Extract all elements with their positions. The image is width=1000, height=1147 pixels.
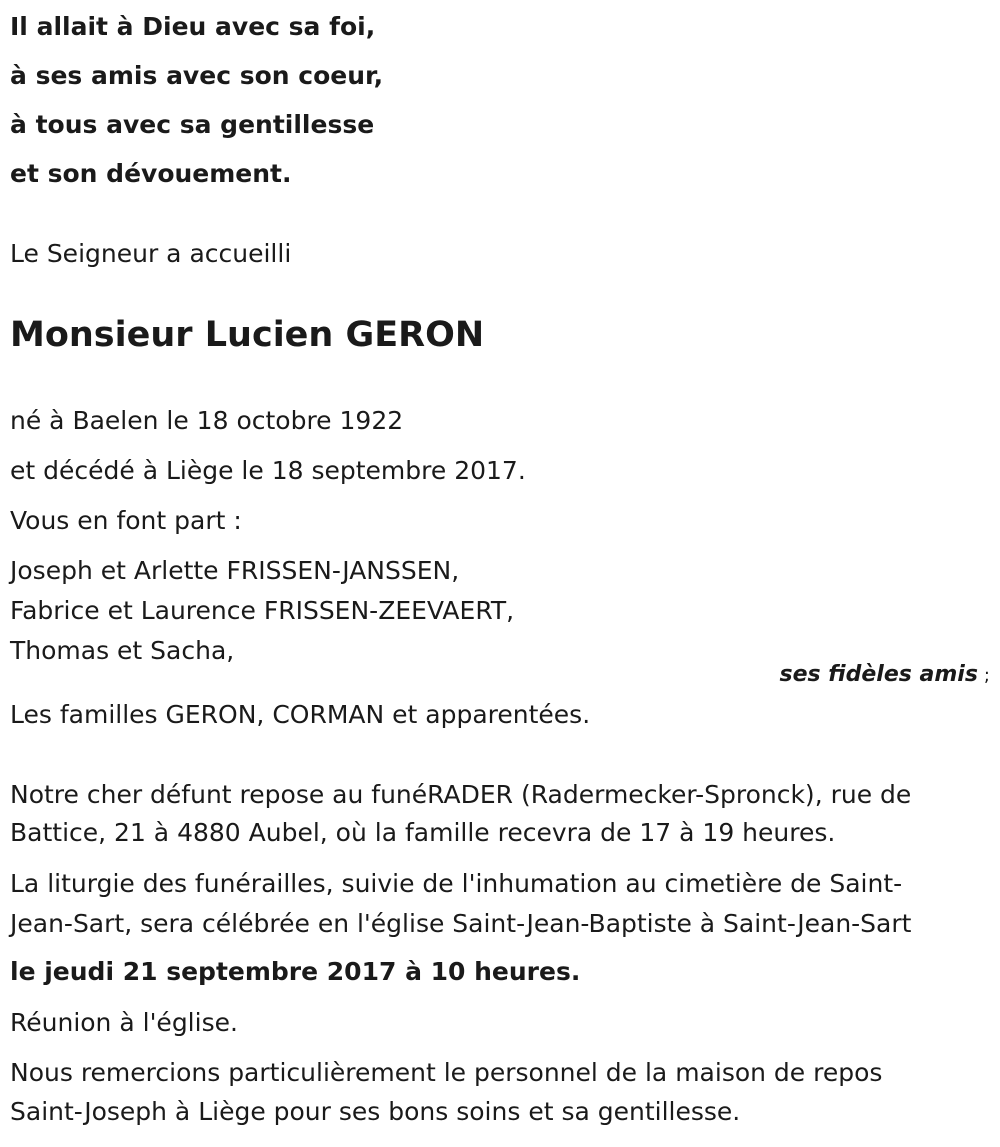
- liturgy-line-1: La liturgie des funérailles, suivie de l'inhumation au cimetière de Saint-: [10, 869, 903, 898]
- epigraph-line-2: à ses amis avec son coeur,: [10, 61, 384, 90]
- deceased-name: Monsieur Lucien GERON: [10, 315, 485, 355]
- family-line-3: Thomas et Sacha,: [10, 636, 235, 665]
- ceremony-date: le jeudi 21 septembre 2017 à 10 heures.: [10, 957, 581, 986]
- death-text: et décédé à Liège le 18 septembre 2017.: [10, 456, 526, 485]
- epigraph-line-4: et son dévouement.: [10, 159, 292, 188]
- meeting-text: Réunion à l'église.: [10, 1008, 238, 1037]
- family-line-1: Joseph et Arlette FRISSEN-JANSSEN,: [10, 556, 460, 585]
- thanks-line-1: Nous remercions particulièrement le personnel de la maison de repos: [10, 1058, 883, 1087]
- intro-text: Le Seigneur a accueilli: [10, 239, 292, 268]
- birth-text: né à Baelen le 18 octobre 1922: [10, 406, 404, 435]
- epigraph-line-3: à tous avec sa gentillesse: [10, 110, 375, 139]
- families-text: Les familles GERON, CORMAN et apparentées.: [10, 700, 591, 729]
- liturgy-line-2: Jean-Sart, sera célébrée en l'église Saint-Jean-Baptiste à Saint-Jean-Sart: [10, 909, 912, 938]
- announce-text: Vous en font part :: [10, 506, 242, 535]
- thanks-line-2: Saint-Joseph à Liège pour ses bons soins et sa gentillesse.: [10, 1097, 741, 1126]
- friends-punct: ;: [983, 665, 990, 686]
- rest-info-line-1: Notre cher défunt repose au funéRADER (Radermecker-Spronck), rue de: [10, 780, 912, 809]
- family-line-2: Fabrice et Laurence FRISSEN-ZEEVAERT,: [10, 596, 515, 625]
- rest-info-line-2: Battice, 21 à 4880 Aubel, où la famille recevra de 17 à 19 heures.: [10, 818, 836, 847]
- friends-note: [780, 661, 990, 690]
- friends-label: ses fidèles amis: [779, 662, 978, 687]
- epigraph-line-1: Il allait à Dieu avec sa foi,: [10, 12, 376, 41]
